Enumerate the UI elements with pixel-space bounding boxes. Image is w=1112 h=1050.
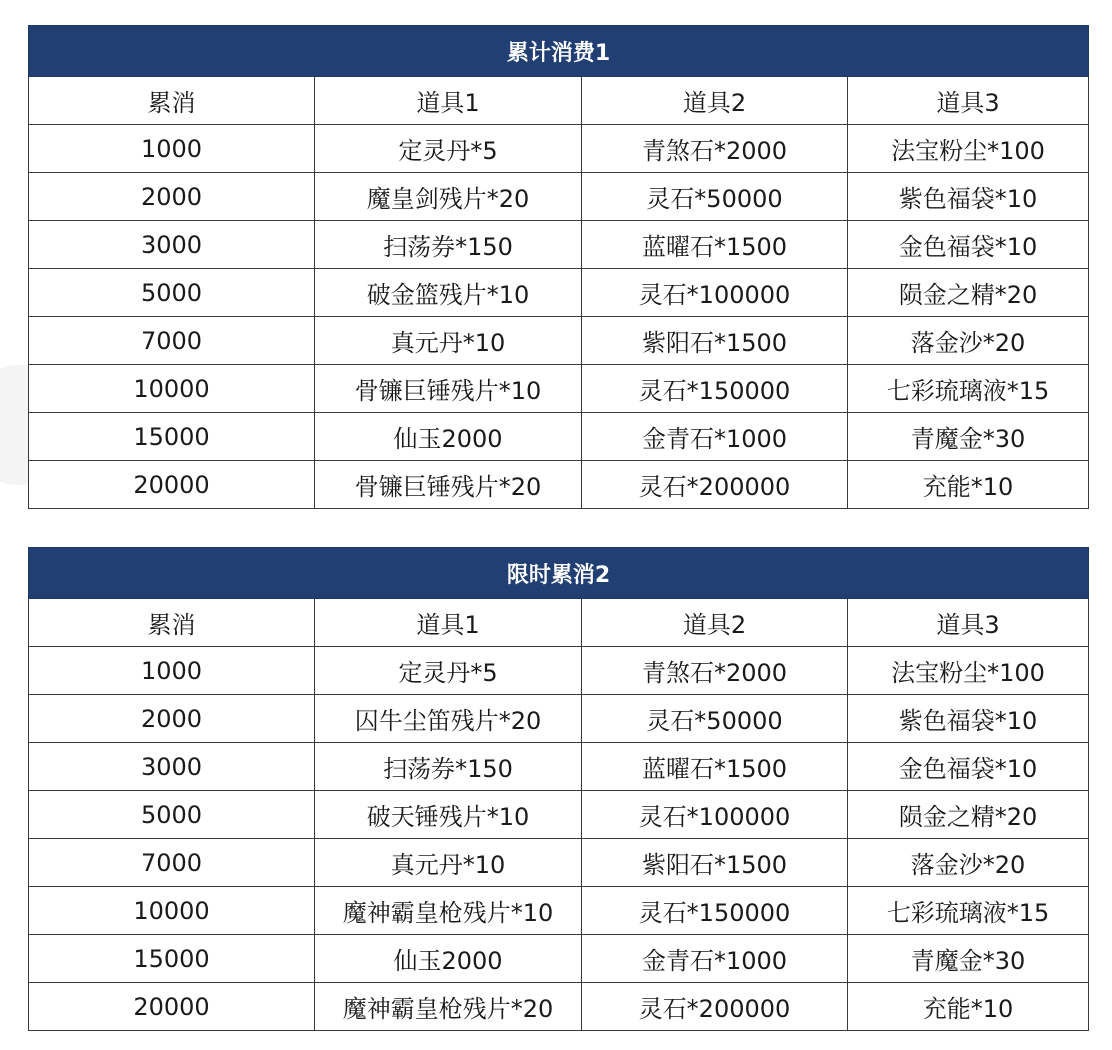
spend-cell: 3000 (29, 743, 315, 791)
item3-cell: 法宝粉尘*100 (848, 647, 1089, 695)
table-row (29, 887, 1089, 935)
item1-cell: 真元丹*10 (315, 317, 582, 365)
item1-cell: 定灵丹*5 (315, 125, 582, 173)
item2-cell: 灵石*50000 (582, 695, 848, 743)
item1-cell: 骨镰巨锤残片*20 (315, 461, 582, 509)
table-title: 累计消费1 (29, 26, 1089, 77)
spend-cell: 2000 (29, 173, 315, 221)
item1-cell: 真元丹*10 (315, 839, 582, 887)
item1-cell: 仙玉2000 (315, 413, 582, 461)
item1-cell: 骨镰巨锤残片*10 (315, 365, 582, 413)
column-header-item2: 道具2 (582, 599, 848, 647)
spend-cell: 7000 (29, 317, 315, 365)
limited-time-spend-table-2 (28, 547, 1089, 1031)
column-header-item1: 道具1 (315, 599, 582, 647)
item2-cell: 灵石*50000 (582, 173, 848, 221)
item3-cell: 金色福袋*10 (848, 743, 1089, 791)
spend-cell: 5000 (29, 269, 315, 317)
table-row (29, 221, 1089, 269)
spend-cell: 15000 (29, 413, 315, 461)
item2-cell: 灵石*200000 (582, 461, 848, 509)
item3-cell: 青魔金*30 (848, 935, 1089, 983)
table-row (29, 173, 1089, 221)
item3-cell: 陨金之精*20 (848, 269, 1089, 317)
item3-cell: 金色福袋*10 (848, 221, 1089, 269)
table-header-row (29, 77, 1089, 125)
item3-cell: 青魔金*30 (848, 413, 1089, 461)
table-row (29, 935, 1089, 983)
item2-cell: 金青石*1000 (582, 935, 848, 983)
table-row (29, 695, 1089, 743)
item2-cell: 蓝曜石*1500 (582, 221, 848, 269)
item1-cell: 魔皇剑残片*20 (315, 173, 582, 221)
item2-cell: 青煞石*2000 (582, 647, 848, 695)
spend-cell: 20000 (29, 983, 315, 1031)
item1-cell: 破天锤残片*10 (315, 791, 582, 839)
item2-cell: 灵石*150000 (582, 887, 848, 935)
item3-cell: 落金沙*20 (848, 839, 1089, 887)
table-row (29, 839, 1089, 887)
spend-cell: 10000 (29, 887, 315, 935)
spend-cell: 1000 (29, 125, 315, 173)
column-header-spend: 累消 (29, 77, 315, 125)
column-header-item3: 道具3 (848, 599, 1089, 647)
spend-cell: 1000 (29, 647, 315, 695)
item1-cell: 囚牛尘笛残片*20 (315, 695, 582, 743)
item1-cell: 魔神霸皇枪残片*10 (315, 887, 582, 935)
item1-cell: 仙玉2000 (315, 935, 582, 983)
item1-cell: 扫荡券*150 (315, 221, 582, 269)
item1-cell: 定灵丹*5 (315, 647, 582, 695)
spend-cell: 5000 (29, 791, 315, 839)
spend-cell: 10000 (29, 365, 315, 413)
table-row (29, 365, 1089, 413)
item3-cell: 七彩琉璃液*15 (848, 365, 1089, 413)
column-header-spend: 累消 (29, 599, 315, 647)
item3-cell: 七彩琉璃液*15 (848, 887, 1089, 935)
table-row (29, 413, 1089, 461)
item3-cell: 落金沙*20 (848, 317, 1089, 365)
item2-cell: 蓝曜石*1500 (582, 743, 848, 791)
cumulative-spend-table-1 (28, 25, 1089, 509)
table-row (29, 461, 1089, 509)
spend-cell: 7000 (29, 839, 315, 887)
item3-cell: 陨金之精*20 (848, 791, 1089, 839)
item2-cell: 灵石*100000 (582, 791, 848, 839)
item3-cell: 紫色福袋*10 (848, 695, 1089, 743)
column-header-item1: 道具1 (315, 77, 582, 125)
table-row (29, 317, 1089, 365)
item2-cell: 灵石*200000 (582, 983, 848, 1031)
item1-cell: 破金篮残片*10 (315, 269, 582, 317)
item2-cell: 灵石*100000 (582, 269, 848, 317)
table-row (29, 983, 1089, 1031)
item2-cell: 青煞石*2000 (582, 125, 848, 173)
table-title: 限时累消2 (29, 548, 1089, 599)
item2-cell: 紫阳石*1500 (582, 839, 848, 887)
item2-cell: 灵石*150000 (582, 365, 848, 413)
table-row (29, 125, 1089, 173)
item1-cell: 扫荡券*150 (315, 743, 582, 791)
spend-cell: 15000 (29, 935, 315, 983)
column-header-item2: 道具2 (582, 77, 848, 125)
table-row (29, 743, 1089, 791)
item2-cell: 紫阳石*1500 (582, 317, 848, 365)
spend-cell: 2000 (29, 695, 315, 743)
item3-cell: 法宝粉尘*100 (848, 125, 1089, 173)
table-row (29, 269, 1089, 317)
column-header-item3: 道具3 (848, 77, 1089, 125)
table-row (29, 791, 1089, 839)
item2-cell: 金青石*1000 (582, 413, 848, 461)
item3-cell: 充能*10 (848, 983, 1089, 1031)
item3-cell: 紫色福袋*10 (848, 173, 1089, 221)
item1-cell: 魔神霸皇枪残片*20 (315, 983, 582, 1031)
spend-cell: 20000 (29, 461, 315, 509)
spend-cell: 3000 (29, 221, 315, 269)
table-header-row (29, 599, 1089, 647)
table-row (29, 647, 1089, 695)
item3-cell: 充能*10 (848, 461, 1089, 509)
